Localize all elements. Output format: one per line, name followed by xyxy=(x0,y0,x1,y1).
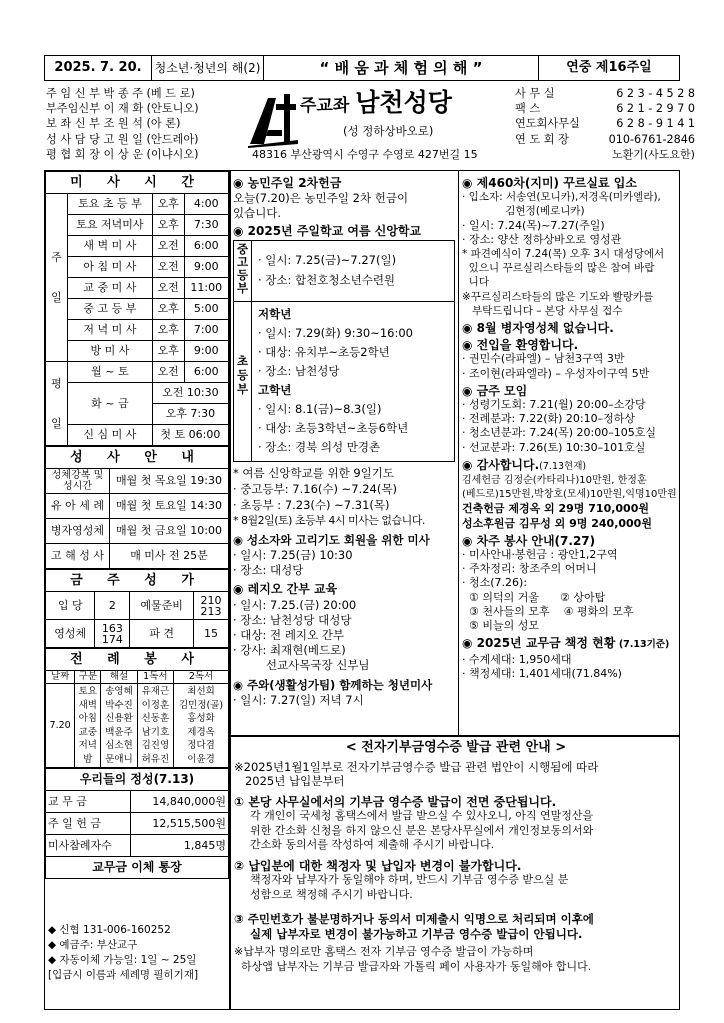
contact-row: 연 도 회 장 010-6761-2846 xyxy=(515,132,695,146)
parish-logo xyxy=(248,90,298,148)
notice-section: < 전자기부금영수증 발급 관련 안내 > ※2025년1월1일부로 전자기부금영수증 발급 관련 법안이 시행됨에 따라 2025년 납입분부터 ① 본당 사무실에서의 기부금 영수증 발급이 전면 중단됩니다. 각 개인이 국세청 홈택스에서 발급 받으실 수 있사오니, 아직 연말정산을 위한 간소화 신청을 하지 않으신 분은 본당사무실에서 개인정보동의서와 간소화 동의서를 작성하여 제출해 주시기 바랍니다. ② 납입분에 대한 책정자 및 납입자 변경이 불가합니다. 책정자와 납부자가 동일해야 하며, 반드시 기부금 영수증 받으실 분 성함으로 책정해 주시기 바랍니다. ③ 주민번호가 불분명하거나 동의서 미제출시 익명으로 처리되며 이후에 실제 납부자로 변경이 불가능하고 기부금 영수증 발급이 안됩니다. ※납부자 명의로만 홈택스 전자 기부금 영수증 발급이 가능하며 하상앱 납부자는 기부금 발급자와 가톨릭 페이 사용자가 동일해야 합니다. xyxy=(234,740,599,973)
liturgy-column: 토요 새벽 아침 교중 저녁 밤 xyxy=(75,684,101,768)
parish-prefix: 주교좌 xyxy=(300,96,350,116)
weekday-label: 평 일 xyxy=(46,362,68,446)
mass-time: 오후 7:30 xyxy=(152,404,228,425)
mass-schedule: 미 사 시 간 주 일 토요 초 등 부 오후 4:00 토요 저녁미사 오후 7:30 새 벽 미 사 오전 6:00 아 침 미 사 오전 9:00 교 중 미 사 오전 11:00 중 고 등 부 오후 5:00 저 녁 미 사 오후 7:00 방 미 사 오후 9:00 평 일 월 ~ 토 오전 6:00 화 ~ 금 오전 10:30 오후 7:30 신 심 미 사 첫 토 06:00 xyxy=(45,171,229,446)
left-column xyxy=(45,171,229,983)
camp-middle-box: 중고등부 · 일시: 7.25(금)~7.27(일) · 장소: 합천호청소년수련원 xyxy=(233,240,455,302)
liturgy-column: 유재근 이정훈 신동훈 남기호 김진영 허유진 xyxy=(137,684,173,768)
header-bar xyxy=(44,55,680,81)
offering-table: 우리들의 정성(7.13) 교 무 금 14,840,000원 주 일 헌 금 12,515,500원 미사참례자수 1,845명 교무금 이체 통장 xyxy=(45,768,229,879)
account-info: ◆ 신협 131-006-160252 ◆ 예금주: 부산교구 ◆ 자동이체 가능일: 1일 ~ 25일 [입금시 이름과 세례명 필히기재] xyxy=(48,924,199,981)
contact-info xyxy=(515,86,695,147)
liturgical-week: 연중 제16주일 xyxy=(566,60,652,76)
mass-time: 첫 토 06:00 xyxy=(152,425,228,446)
sunday-label: 주 일 xyxy=(46,194,68,362)
president-name: 노환기(사도요한) xyxy=(612,148,695,161)
clergy-list xyxy=(46,86,246,162)
clergy-item: 평 협 회 장 이 상 운 (이냐시오) xyxy=(46,147,199,161)
parish-subtitle: (성 정하상바오로) xyxy=(343,124,434,138)
liturgy-column: 송영혜 박수진 신용환 백윤주 심소현 문애니 xyxy=(101,684,137,768)
theme-year: 청소년·청년의 해(2) xyxy=(152,56,264,80)
contact-row: 사 무 실 6 2 3 - 4 5 2 8 xyxy=(515,87,695,100)
parish-title: 남천성당 xyxy=(355,88,452,117)
clergy-item: 부주임신부 이 재 화 (안토니오) xyxy=(46,102,199,116)
liturgy-column: 최선희 김민정(골) 홍성화 제경옥 정다겸 이윤경 xyxy=(174,684,229,768)
liturgy-table: 전 례 봉 사 날짜 구분 해설 1독서 2독서 7.20 토요 새벽 아침 교중 저녁 밤 송영혜 박수진 신용환 백윤주 심소현 문애니 유재근 이정훈 신동훈 남기호 김진영 허유진 최선희 김민정(골) 홍성화 제경옥 정다겸 이윤경 xyxy=(45,648,229,768)
parish-name xyxy=(300,88,452,119)
right-column: ◉ 제460차(지미) 꾸르실료 입소 · 입소자: 서송연(모니카),저경옥(미카엘라), 김현정(베로니카) · 일시: 7.24(목)~7.27(주일) · 장소: 양산 정하상바오로 영성관 * 파견예식이 7.24(목) 오후 3시 대성당에서 있으니 꾸르실리스타들의 많은 참여 바랍 니다 ※꾸르실리스타들의 많은 기도와 빨랑카를 부탁드립니다 – 본당 사무실 접수 ◉ 8월 병자영성체 없습니다. ◉ 전입을 환영합니다. · 권민수(라파엘) – 남천3구역 3반 · 조이현(라파엘라) – 우성자이구역 5반 ◉ 금주 모임 · 성령기도회: 7.21(월) 20:00–소강당 · 전례분과: 7.22(화) 20:10–정하상 · 청소년분과: 7.24(목) 20:00–105호실 · 선교분과: 7.26(토) 10:30–101호실 ◉ 감사합니다.(7.13현재) 김세헌금 김정순(카타리나)10만원, 한정훈 (베드로)15만원,박창호(모세)10만원,익명10만원 건축헌금 제경옥 외 29명 710,000원 성소후원금 김무성 외 9명 240,000원 ◉ 차주 봉사 안내(7.27) · 미사안내·봉헌금 : 광안1,2구역 · 주차정리: 창조주의 어머니 · 청소(7.26): ① 의덕의 거울 ② 상아탑 ③ 천사들의 모후 ④ 평화의 모후 ⑤ 비늘의 성모 ◉ 2025년 교무금 책정 현황 (7.13기준) · 수계세대: 1,950세대 · 책정세대: 1,401세대(71.84%) xyxy=(462,176,677,680)
contact-row: 연도회사무실 6 2 8 - 9 1 4 1 xyxy=(515,117,695,131)
camp-elementary-box: 초등부 저학년 · 일시: 7.29(화) 9:30~16:00 · 대상: 유치부~초등2학년 · 장소: 남천성당 고학년 · 일시: 8.1(금)~8.3(일) · 대상: 초등3학년~초등6학년 · 장소: 경북 의성 만경촌 xyxy=(233,302,455,462)
clergy-item: 주 임 신 부 박 종 주 (베 드 로) xyxy=(46,87,195,100)
sacrament-table: 성 사 안 내 성체강복 및 성시간 매월 첫 목요일 19:30 유 아 세 례 매월 첫 토요일 14:30 병자영성체 매월 첫 금요일 10:00 고 해 성 사 매 미사 전 25분 xyxy=(45,446,229,569)
parish-address: 48316 부산광역시 수영구 수영로 427번길 15 xyxy=(252,148,478,161)
clergy-item: 보 좌 신 부 조 원 석 (아 론) xyxy=(46,117,181,131)
mass-time: 오전 10:30 xyxy=(152,383,228,404)
contact-row: 팩 스 6 2 1 - 2 9 7 0 xyxy=(515,102,695,116)
hymn-table: 금 주 성 가 입 당 2 예물준비 210 213 영성체 163 174 파 견 15 xyxy=(45,569,229,648)
bulletin-date: 2025. 7. 20. xyxy=(45,56,152,80)
clergy-item: 성 사 담 당 고 원 일 (안드레아) xyxy=(46,132,199,146)
middle-column: ◉ 농민주일 2차헌금 오늘(7.20)은 농민주일 2차 헌금이 있습니다. ◉ 2025년 주일학교 여름 신앙학교 중고등부 · 일시: 7.25(금)~7.27(일) · 장소: 합천호청소년수련원 초등부 저학년 · 일시: 7.29(화) 9:30~16:00 · 대상: 유치부~초등2학년 · 장소: 남천성당 고학년 · 일시: 8.1(금)~8.3(일) · 대상: 초등3학년~초등6학년 · 장소: 경북 의성 만경촌 * 여름 신앙학교를 위한 9일기도 · 중고등부: 7.16(수) ~7.24(목) · 초등부 : 7.23(수) ~7.31(목) * 8월2일(토) 초등부 4시 미사는 없습니다. ◉ 성소자와 고리기도 회원을 위한 미사 · 일시: 7.25(금) 10:30 · 장소: 대성당 ◉ 레지오 간부 교육 · 일시: 7.25.(금) 20:00 · 장소: 남천성당 대성당 · 대상: 전 레지오 간부 · 강사: 최재현(베드로) 선교사목국장 신부님 ◉ 주와(생활성가팀) 함께하는 청년미사 · 일시: 7.27(일) 저녁 7시 xyxy=(233,176,455,708)
mass-title: 미 사 시 간 xyxy=(46,172,229,194)
year-theme: “ 배 움 과 체 험 의 해 ” xyxy=(264,56,539,80)
